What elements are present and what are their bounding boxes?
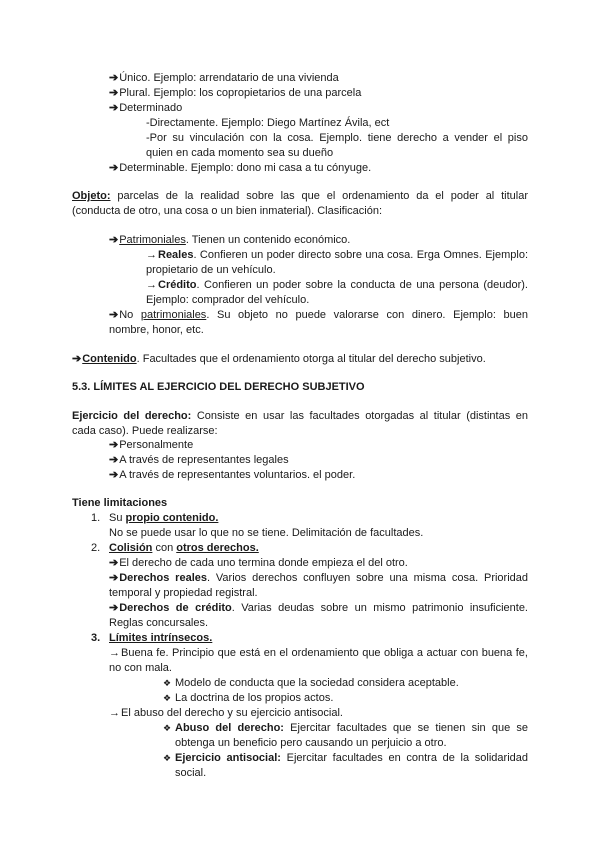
list-number: 1. [91, 512, 101, 524]
ejercicio-item: ➔Personalmente [109, 439, 194, 451]
ejercicio-item: ➔A través de representantes voluntarios. el poder. [109, 469, 356, 481]
objeto-no-patrimoniales-line2: nombre, honor, etc. [109, 324, 204, 336]
objeto-credito-line2: Ejemplo: comprador del vehículo. [146, 294, 310, 306]
section-title: 5.3. LÍMITES AL EJERCICIO DEL DERECHO SUBJETIVO [72, 381, 365, 393]
objeto-label: Objeto: [72, 190, 111, 202]
diamond-bullet [163, 721, 175, 736]
limitaciones-heading: Tiene limitaciones [72, 497, 168, 509]
limitacion-2-b-line2: temporal y propiedad registral. [109, 587, 258, 599]
sujeto-directamente: -Directamente. Ejemplo: Diego Martínez Ávila, ect [146, 117, 390, 129]
limitacion-1-text: No se puede usar lo que no se tiene. Delimitación de facultades. [109, 527, 424, 539]
sujeto-vinculacion-line2: quien en cada momento sea su dueño [146, 147, 334, 159]
arrow-icon: ➔ [109, 572, 119, 584]
contenido-line: ➔Contenido. Facultades que el ordenamiento otorga al titular del derecho subjetivo. [72, 353, 486, 365]
diamond-bullet-icon: ❖ [163, 753, 172, 763]
arrow-icon: ➔ [109, 557, 119, 569]
limitacion-1: Su propio contenido. [109, 512, 219, 524]
arrow-icon: ➔ [109, 469, 119, 481]
contenido-label: Contenido [82, 353, 137, 365]
objeto-patrimoniales: ➔Patrimoniales. Tienen un contenido económico. [109, 234, 351, 246]
sujeto-determinable: ➔Determinable. Ejemplo: dono mi casa a tu cónyuge. [109, 162, 372, 174]
list-number: 3. [91, 632, 101, 644]
limitacion-2-b: ➔Derechos reales. Varios derechos confluyen sobre una misma cosa. Prioridad [109, 572, 529, 584]
arrow-icon: ➔ [109, 602, 119, 614]
bullet-item: ❖ La doctrina de los propios actos. [163, 692, 334, 704]
ejercicio-item: ➔A través de representantes legales [109, 454, 289, 466]
limitacion-2-a: ➔El derecho de cada uno termina donde empieza el del otro. [109, 557, 408, 569]
sujeto-unico: ➔Único. Ejemplo: arrendatario de una vivienda [109, 72, 339, 84]
thin-arrow-icon: → [146, 279, 157, 291]
objeto-line1: Objeto: parcelas de la realidad sobre las que el ordenamiento da el poder al titular [72, 190, 528, 202]
sujeto-plural: ➔Plural. Ejemplo: los copropietarios de una parcela [109, 87, 362, 99]
antisocial-line2: social. [175, 767, 207, 779]
objeto-reales: →Reales. Confieren un poder directo sobre una cosa. Erga Omnes. Ejemplo: [146, 249, 528, 261]
arrow-icon: ➔ [109, 102, 119, 114]
limitacion-3: Límites intrínsecos. [109, 632, 213, 644]
buena-fe-line1: →Buena fe. Principio que está en el ordenamiento que obliga a actuar con buena fe, [109, 647, 528, 659]
arrow-icon: ➔ [109, 309, 119, 321]
antisocial-line1: Ejercicio antisocial: Ejercitar facultades en contra de la solidaridad [175, 752, 528, 764]
arrow-icon: ➔ [109, 439, 119, 451]
objeto-credito: →Crédito. Confieren un poder sobre la conducta de una persona (deudor). [146, 279, 528, 291]
limitacion-2-c: ➔Derechos de crédito. Varias deudas sobre un mismo patrimonio insuficiente. [109, 602, 528, 614]
list-number: 2. [91, 542, 101, 554]
objeto-line2: (conducta de otro, una cosa o un bien inmaterial). Clasificación: [72, 205, 383, 217]
arrow-icon: ➔ [109, 72, 119, 84]
arrow-icon: ➔ [109, 454, 119, 466]
ejercicio-line1: Ejercicio del derecho: Consiste en usar las facultades otorgadas al titular (distintas en [72, 410, 528, 422]
limitacion-2: Colisión con otros derechos. [109, 542, 259, 554]
abuso-line2: obtenga un beneficio pero causando un perjuicio a otro. [175, 737, 447, 749]
ejercicio-line2: cada caso). Puede realizarse: [72, 425, 218, 437]
arrow-icon: ➔ [109, 234, 119, 246]
arrow-icon: ➔ [72, 353, 82, 365]
thin-arrow-icon: → [146, 249, 157, 261]
diamond-bullet-icon: ❖ [163, 678, 172, 688]
thin-arrow-icon: → [109, 647, 120, 659]
ejercicio-label: Ejercicio del derecho: [72, 410, 192, 422]
limitacion-2-c-line2: Reglas concursales. [109, 617, 209, 629]
thin-arrow-icon: → [109, 707, 120, 719]
sujeto-vinculacion-line1: -Por su vinculación con la cosa. Ejemplo. tiene derecho a vender el piso [146, 132, 528, 144]
bullet-item: ❖ Modelo de conducta que la sociedad considera aceptable. [163, 677, 459, 689]
objeto-reales-line2: propietario de un vehículo. [146, 264, 276, 276]
diamond-bullet-icon: ❖ [163, 693, 172, 703]
objeto-no-patrimoniales: ➔No patrimoniales. Su objeto no puede valorarse con dinero. Ejemplo: buen [109, 309, 528, 321]
diamond-bullet-icon: ❖ [163, 723, 172, 733]
diamond-bullet [163, 751, 175, 766]
buena-fe-line2: no con mala. [109, 662, 172, 674]
arrow-icon: ➔ [109, 162, 119, 174]
sujeto-determinado: ➔Determinado [109, 102, 183, 114]
abuso-line1: Abuso del derecho: Ejercitar facultades que se tienen sin que se [175, 722, 528, 734]
abuso-intro: →El abuso del derecho y su ejercicio antisocial. [109, 707, 343, 719]
arrow-icon: ➔ [109, 87, 119, 99]
